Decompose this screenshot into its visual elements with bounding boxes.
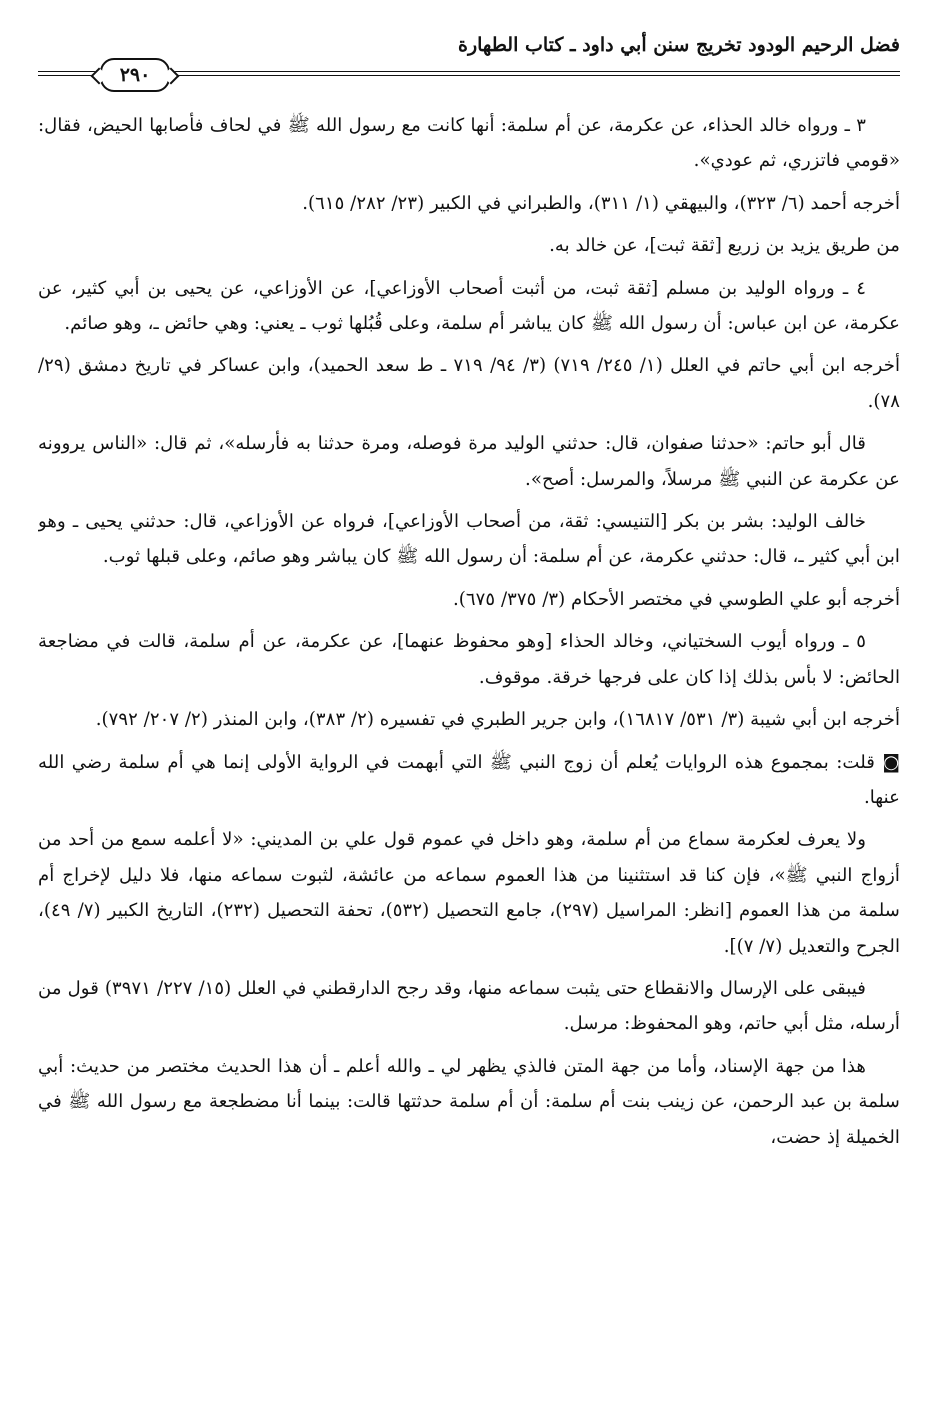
body-text (38, 108, 900, 1155)
paragraph-chain-3: من طريق يزيد بن زريع [ثقة ثبت]، عن خالد به. (549, 235, 900, 257)
paragraph-irsal: فيبقى على الإرسال والانقطاع حتى يثبت سماعه منها، وقد رجح الدارقطني في العلل (١٥/ ٢٢٧/ ٣٩٧١) قول من أرسله، مثل أبي حاتم، وهو المحفوظ: مرسل. (38, 977, 900, 1035)
page-header (38, 30, 900, 102)
paragraph-bishr-variant: خالف الوليد: بشر بن بكر [التنيسي: ثقة، من أصحاب الأوزاعي]، فرواه عن الأوزاعي، قال: حدثني يحيى ـ وهو ابن أبي كثير ـ، قال: حدثني عكرمة، عن أم سلمة: أن رسول الله ﷺ كان يباشر وهو صائم، وعلى قبلها ثوب. (38, 511, 900, 568)
paragraph-narration-4: ٤ ـ ورواه الوليد بن مسلم [ثقة ثبت، من أثبت أصحاب الأوزاعي]، عن الأوزاعي، عن يحيى بن أبي كثير، عن عكرمة، عن ابن عباس: أن رسول الله ﷺ كان يباشر أم سلمة، وعلى قُبُلها ثوب ـ يعني: وهي حائض ـ، وهو صائم. (38, 277, 900, 335)
paragraph-takhrij-4: أخرجه ابن أبي حاتم في العلل (١/ ٢٤٥/ ٧١٩) (٣/ ٩٤/ ٧١٩ ـ ط سعد الحميد)، وابن عساكر في تاريخ دمشق (٢٩/ ٧٨). (38, 355, 900, 412)
paragraph-takhrij-5: أخرجه ابن أبي شيبة (٣/ ٥٣١/ ١٦٨١٧)، وابن جرير الطبري في تفسيره (٢/ ٣٨٣)، وابن المنذر (٢/ ٢٠٧/ ٧٩٢). (95, 709, 900, 731)
page-number: ٢٩٠ (100, 58, 170, 92)
running-title: فضل الرحيم الودود تخريج سنن أبي داود ـ كتاب الطهارة (458, 34, 900, 56)
paragraph-qultu: ◙ قلت: بمجموع هذه الروايات يُعلم أن زوج النبي ﷺ التي أبهمت في الرواية الأولى إنما هي أم سلمة رضي الله عنها. (38, 751, 900, 808)
paragraph-sama-discussion: ولا يعرف لعكرمة سماع من أم سلمة، وهو داخل في عموم قول علي بن المديني: «لا أعلمه سمع من أحد من أزواج النبي ﷺ»، فإن كنا قد استثنينا من هذا العموم سماعه من عائشة، لثبوت سماعه منها، فلا دليل لإخراج أم سلمة من هذا العموم [انظر: المراسيل (٢٩٧)، جامع التحصيل (٥٣٢)، تحفة التحصيل (٢٣٢)، التاريخ الكبير (٧/ ٤٩)، الجرح والتعديل (٧/ ٧)]. (38, 829, 900, 957)
paragraph-narration-3: ٣ ـ ورواه خالد الحذاء، عن عكرمة، عن أم سلمة: أنها كانت مع رسول الله ﷺ في لحاف فأصابها الحيض، فقال: «قومي فاتزري، ثم عودي». (38, 115, 900, 172)
paragraph-takhrij-tusi: أخرجه أبو علي الطوسي في مختصر الأحكام (٣/ ٣٧٥/ ٦٧٥). (452, 588, 900, 610)
paragraph-matn: هذا من جهة الإسناد، وأما من جهة المتن فالذي يظهر لي ـ والله أعلم ـ أن هذا الحديث مختصر من حديث: أبي سلمة بن عبد الرحمن، عن زينب بنت أم سلمة: أن أم سلمة حدثتها قالت: بينما أنا مضطجعة مع رسول الله ﷺ في الخميلة إذ حضت، (38, 1055, 900, 1148)
paragraph-takhrij-3: أخرجه أحمد (٦/ ٣٢٣)، والبيهقي (١/ ٣١١)، والطبراني في الكبير (٢٣/ ٢٨٢/ ٦١٥). (302, 192, 900, 214)
book-page (38, 30, 900, 1380)
paragraph-abu-hatim: قال أبو حاتم: «حدثنا صفوان، قال: حدثني الوليد مرة فوصله، ومرة حدثنا به فأرسله»، ثم قال: «الناس يروونه عن عكرمة عن النبي ﷺ مرسلاً، والمرسل: أصح». (38, 433, 900, 490)
paragraph-narration-5: ٥ ـ ورواه أيوب السختياني، وخالد الحذاء [وهو محفوظ عنهما]، عن عكرمة، عن أم سلمة، قالت في مضاجعة الحائض: لا بأس بذلك إذا كان على فرجها خرقة. موقوف. (38, 631, 900, 688)
